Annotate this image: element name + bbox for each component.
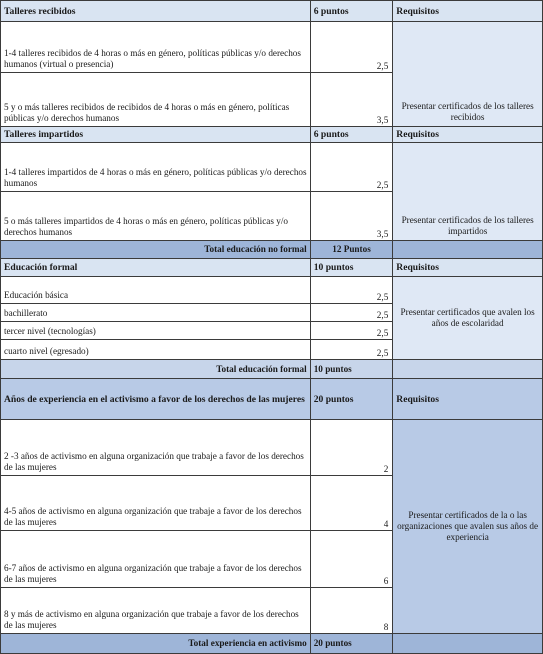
criterion-text: Educación básica: [1, 277, 311, 304]
total-label: Total educación no formal: [1, 241, 311, 259]
criterion-text: 1-4 talleres recibidos de 4 horas o más en género, políticas públicas y/o derechos humanos (virtual o presencia): [1, 22, 311, 73]
criterion-text: bachillerato: [1, 304, 311, 322]
section-header-educacion-formal: [1, 259, 543, 277]
total-points: 20 puntos: [310, 634, 393, 654]
criterion-text: 1-4 talleres impartidos de 4 horas o más en género, políticas públicas y/o derechos humanos: [1, 143, 311, 192]
table-row: [1, 420, 543, 476]
requirement-text: Presentar certificados que avalen los años de escolaridad: [393, 277, 543, 360]
criterion-value: 3,5: [310, 73, 393, 127]
total-points: 12 Puntos: [310, 241, 393, 259]
criterion-value: 2,5: [310, 22, 393, 73]
table-row: [1, 277, 543, 304]
criterion-text: 5 y o más talleres recibidos de recibidos de 4 horas o más en género, políticas públicas y/o derechos humanos: [1, 73, 311, 127]
criterion-value: 4: [310, 476, 393, 531]
requirements-header: Requisitos: [393, 1, 543, 22]
section-header-talleres-recibidos: [1, 1, 543, 22]
criterion-text: 2 -3 años de activismo en alguna organización que trabaje a favor de los derechos de las mujeres: [1, 420, 311, 476]
section-title: Años de experiencia en el activismo a favor de los derechos de las mujeres: [1, 379, 311, 420]
criterion-value: 2,5: [310, 277, 393, 304]
requirement-text: Presentar certificados de los talleres impartidos: [393, 143, 543, 241]
criterion-text: 8 y más de activismo en alguna organización que trabaje a favor de los derechos de las mujeres: [1, 588, 311, 634]
requirement-text: Presentar certificados de los talleres recibidos: [393, 22, 543, 127]
total-label: Total educación formal: [1, 360, 311, 379]
requirements-header: Requisitos: [393, 259, 543, 277]
criterion-value: 6: [310, 531, 393, 588]
requirement-text: Presentar certificados de la o las organizaciones que avalen sus años de experiencia: [393, 420, 543, 634]
section-title: Talleres impartidos: [1, 127, 311, 143]
total-label: Total experiencia en activismo: [1, 634, 311, 654]
section-points: 10 puntos: [310, 259, 393, 277]
criterion-text: 4-5 años de activismo en alguna organización que trabaje a favor de los derechos de las mujeres: [1, 476, 311, 531]
total-row-formal: [1, 360, 543, 379]
section-header-experiencia: [1, 379, 543, 420]
criterion-value: 2,5: [310, 322, 393, 340]
criterion-value: 2,5: [310, 304, 393, 322]
total-row-activismo: [1, 634, 543, 654]
total-empty: [393, 634, 543, 654]
criterion-value: 2,5: [310, 143, 393, 192]
table-row: [1, 143, 543, 192]
criterion-text: tercer nivel (tecnologías): [1, 322, 311, 340]
criterion-value: 2,5: [310, 340, 393, 360]
section-title: Talleres recibidos: [1, 1, 311, 22]
section-header-talleres-impartidos: [1, 127, 543, 143]
total-empty: [393, 360, 543, 379]
table-row: [1, 22, 543, 73]
criterion-value: 3,5: [310, 192, 393, 241]
requirements-header: Requisitos: [393, 379, 543, 420]
criterion-value: 8: [310, 588, 393, 634]
section-points: 20 puntos: [310, 379, 393, 420]
criterion-value: 2: [310, 420, 393, 476]
criterion-text: 5 o más talleres impartidos de 4 horas o más en género, políticas públicas y/o derechos humanos: [1, 192, 311, 241]
total-points: 10 puntos: [310, 360, 393, 379]
requirements-header: Requisitos: [393, 127, 543, 143]
section-points: 6 puntos: [310, 127, 393, 143]
criterion-text: 6-7 años de activismo en alguna organización que trabaje a favor de los derechos de las mujeres: [1, 531, 311, 588]
section-points: 6 puntos: [310, 1, 393, 22]
section-title: Educación formal: [1, 259, 311, 277]
criterion-text: cuarto nivel (egresado): [1, 340, 311, 360]
total-row-no-formal: [1, 241, 543, 259]
total-empty: [393, 241, 543, 259]
